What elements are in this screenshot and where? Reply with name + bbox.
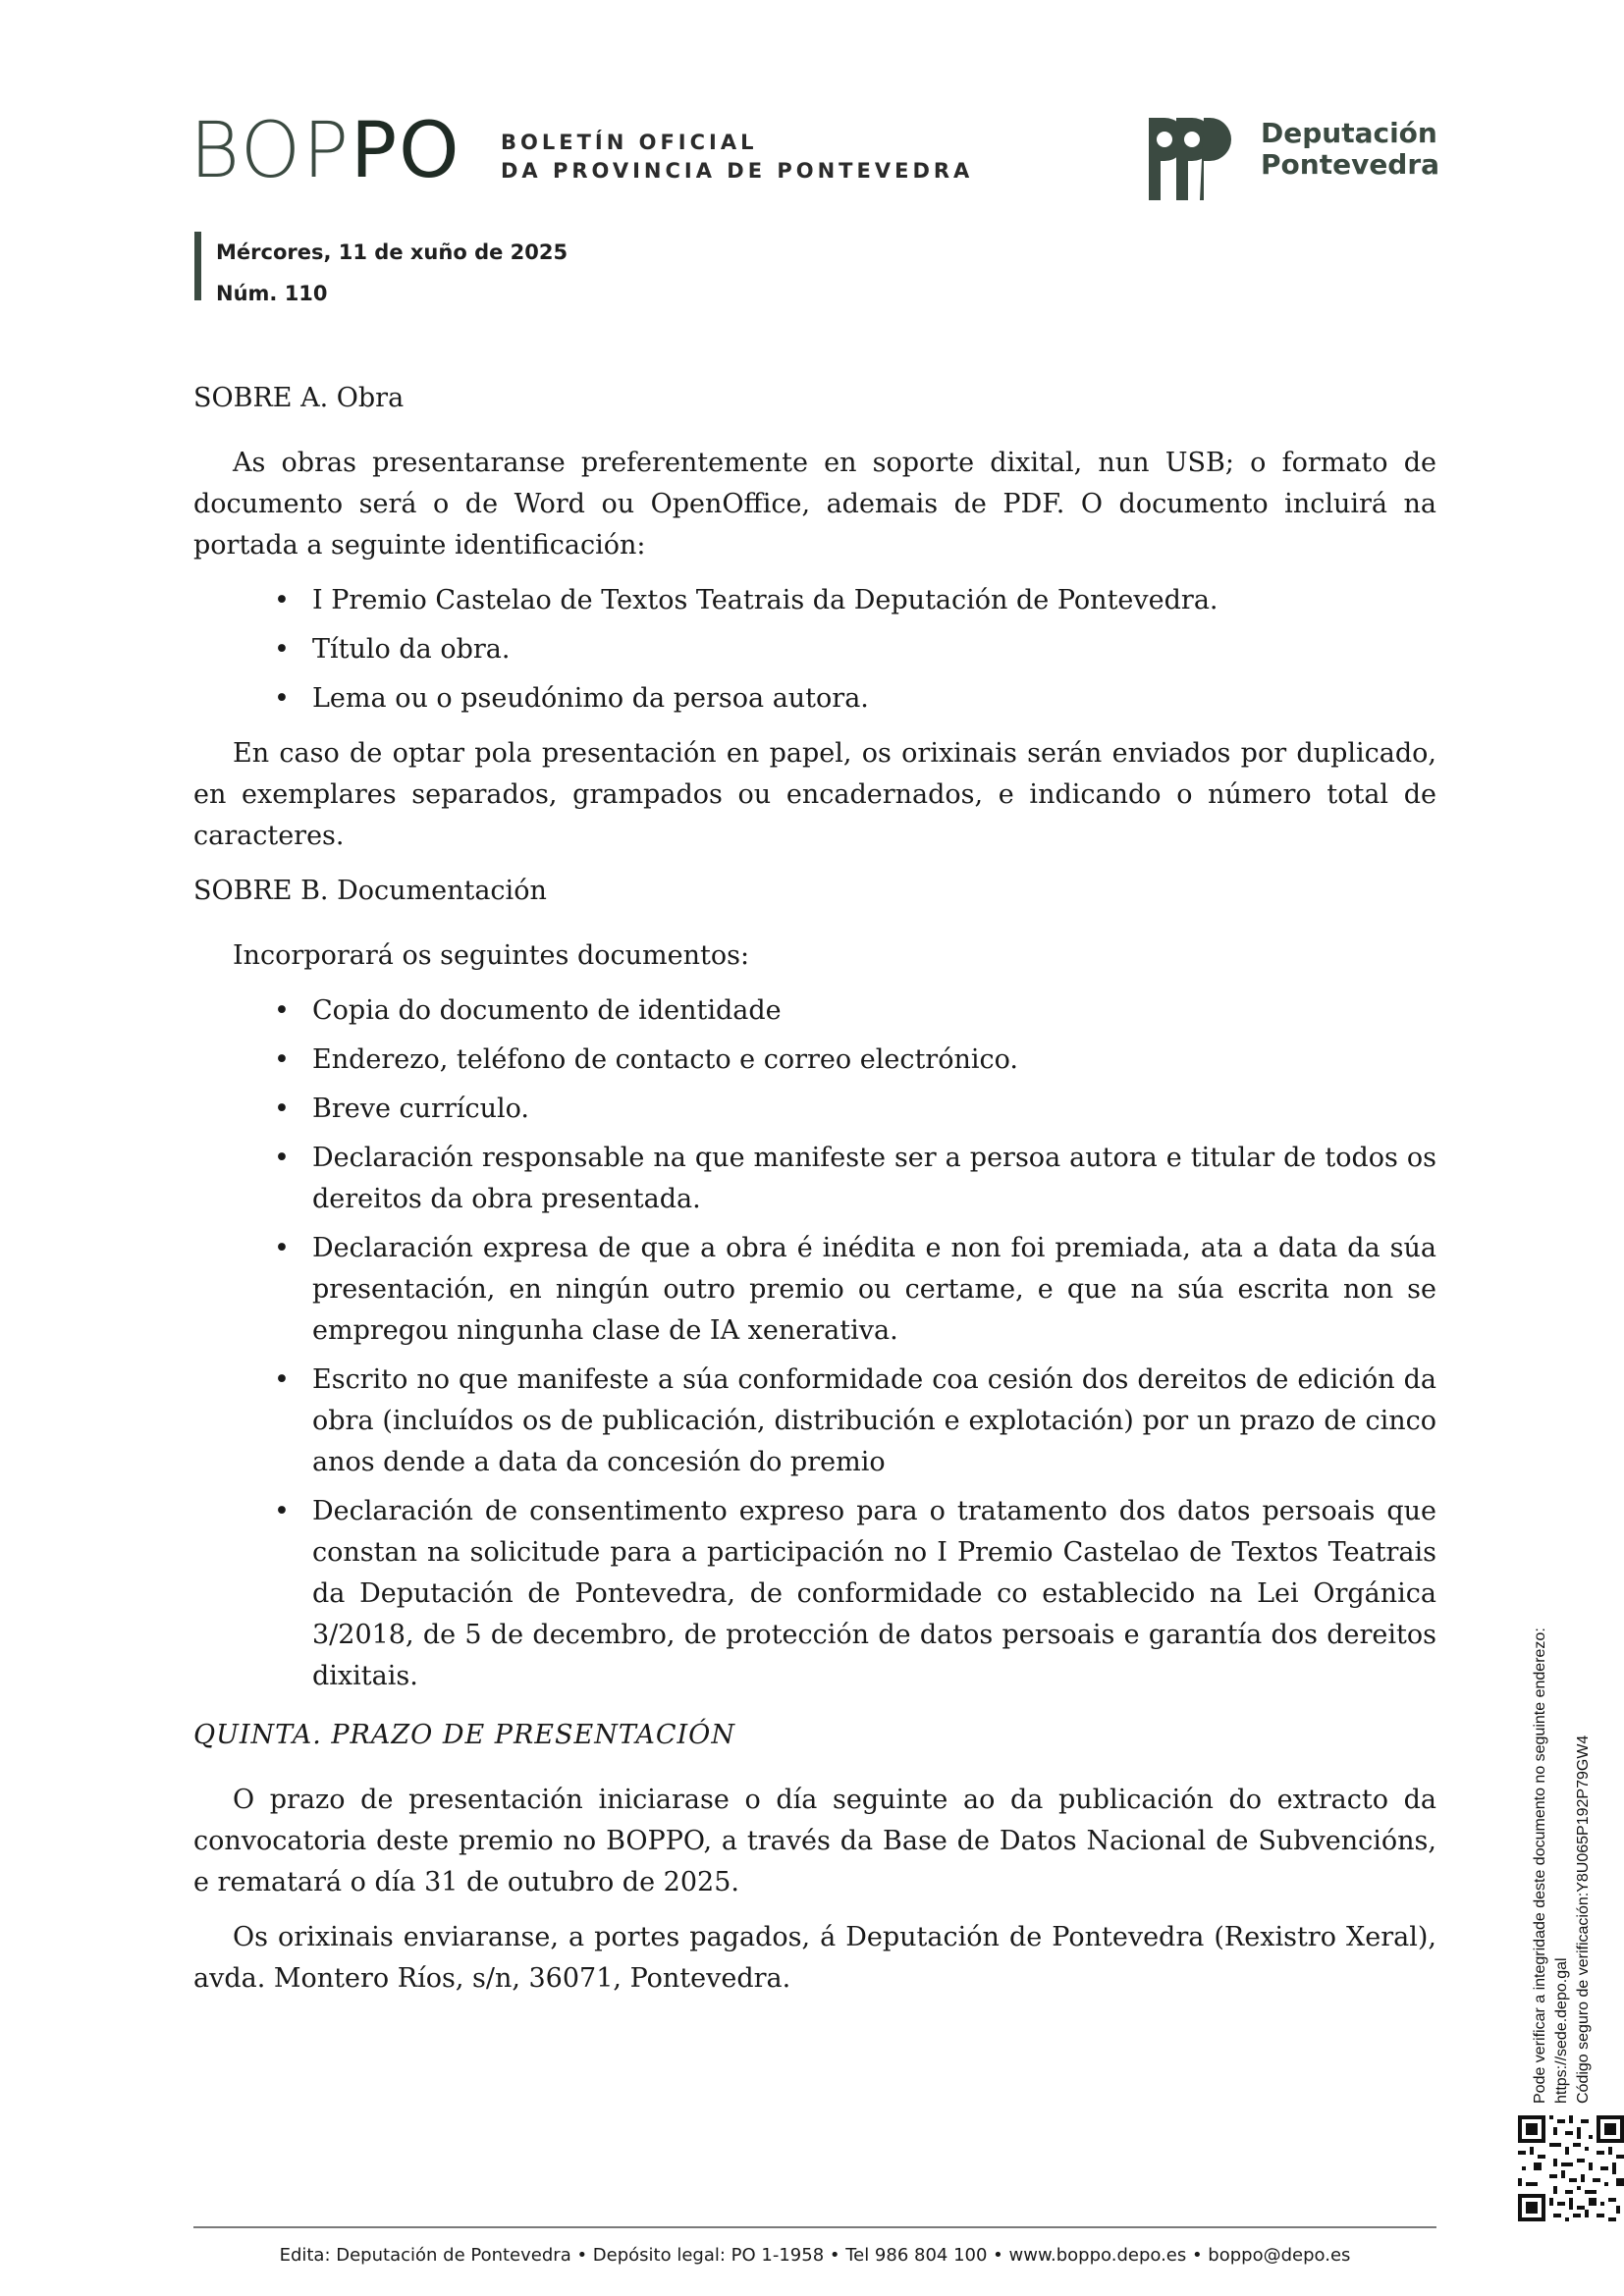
page-header	[0, 0, 1624, 324]
bullet-icon: •	[274, 585, 290, 615]
document-body	[193, 378, 1436, 2013]
bullet-icon: •	[274, 1496, 290, 1526]
quinta-paragraph-1: O prazo de presentación iniciarase o día seguinte ao da publicación do extracto da convocatoria deste premio no BOPPO, a través da Base de Datos Nacional de Subvencións, e rematará o día 31 de outubro de 2025.	[193, 1785, 1436, 1897]
verification-note	[1530, 1593, 1618, 2104]
sobre-a-paragraph: As obras presentaranse preferentemente en soporte dixital, nun USB; o formato de documento será o de Word ou OpenOffice, ademais de PDF. O documento incluirá na portada a seguinte identificación:	[193, 448, 1436, 561]
list-item	[193, 580, 1436, 621]
bullet-icon: •	[274, 1364, 290, 1395]
page-footer: Edita: Deputación de Pontevedra • Depósito legal: PO 1-1958 • Tel 986 804 100 • www.boppo.depo.es • boppo@depo.es	[279, 2245, 1351, 2266]
list-item-text: Declaración de consentimento expreso para o tratamento dos datos persoais que constan na solicitude para a participación no I Premio Castelao de Textos Teatrais da Deputación de Pontevedra, de conformidade co establecido na Lei Orgánica 3/2018, de 5 de decembro, de protección de datos persoais e garantía dos dereitos dixitais.	[312, 1496, 1436, 1691]
deputacion-name-line2: Pontevedra	[1261, 148, 1440, 181]
list-item	[193, 1360, 1436, 1483]
list-item-text: Escrito no que manifeste a súa conformidade coa cesión dos dereitos de edición da obra (incluídos os de publicación, distribución e explotación) por un prazo de cinco anos dende a data da concesión do premio	[312, 1364, 1436, 1477]
sobre-b-heading: SOBRE B. Documentación	[193, 876, 547, 906]
boppo-subtitle-line2: DA PROVINCIA DE PONTEVEDRA	[501, 159, 974, 183]
list-item-text: Declaración expresa de que a obra é inédita e non foi premiada, ata a data da súa presentación, en ningún outro premio ou certame, e que na súa escrita non se empregou ningunha clase de IA xenerativa.	[312, 1233, 1436, 1346]
list-item	[193, 1228, 1436, 1352]
issue-number: Núm. 110	[216, 282, 328, 305]
sobre-b-paragraph: Incorporará os seguintes documentos:	[233, 940, 750, 971]
verification-url[interactable]: https://sede.depo.gal	[1553, 1957, 1570, 2104]
list-item	[193, 678, 1436, 720]
issue-date: Mércores, 11 de xuño de 2025	[216, 240, 568, 264]
list-item	[193, 1040, 1436, 1081]
deputacion-logo-icon	[1147, 114, 1231, 204]
boppo-logo	[189, 107, 461, 195]
quinta-paragraph-2: Os orixinais enviaranse, a portes pagados, á Deputación de Pontevedra (Rexistro Xeral), avda. Montero Ríos, s/n, 36071, Pontevedra.	[193, 1922, 1436, 1994]
list-item-text: Copia do documento de identidade	[312, 995, 782, 1026]
list-item-text: Enderezo, teléfono de contacto e correo electrónico.	[312, 1044, 1018, 1075]
qr-code-icon	[1518, 2115, 1624, 2221]
list-item	[193, 990, 1436, 1032]
sobre-a-heading: SOBRE A. Obra	[193, 383, 405, 413]
list-item-text: Declaración responsable na que manifeste ser a persoa autora e titular de todos os dereitos da obra presentada.	[312, 1143, 1436, 1214]
bullet-icon: •	[274, 683, 290, 714]
boppo-subtitle	[501, 129, 973, 186]
issue-accent-bar	[194, 232, 201, 300]
bullet-icon: •	[274, 1233, 290, 1263]
bullet-icon: •	[274, 634, 290, 665]
list-item-text: Lema ou o pseudónimo da persoa autora.	[312, 683, 869, 714]
boppo-subtitle-line1: BOLETÍN OFICIAL	[501, 131, 758, 154]
verification-line1: Pode verificar a integridade deste documento no seguinte enderezo:	[1532, 1628, 1548, 2104]
bullet-icon: •	[274, 995, 290, 1026]
list-item-text: Breve currículo.	[312, 1094, 530, 1124]
bullet-icon: •	[274, 1044, 290, 1075]
footer-divider	[193, 2226, 1436, 2228]
quinta-heading: QUINTA. PRAZO DE PRESENTACIÓN	[193, 1720, 735, 1750]
list-item-text: I Premio Castelao de Textos Teatrais da Deputación de Pontevedra.	[312, 585, 1218, 615]
sobre-a-paragraph-2: En caso de optar pola presentación en papel, os orixinais serán enviados por duplicado, en exemplares separados, grampados ou encadernados, e indicando o número total de caracteres.	[193, 738, 1436, 851]
deputacion-name	[1261, 118, 1439, 181]
deputacion-name-line1: Deputación	[1261, 117, 1437, 149]
list-item-text: Título da obra.	[312, 634, 511, 665]
list-item	[193, 1138, 1436, 1220]
issue-info	[216, 232, 568, 314]
list-item	[193, 629, 1436, 670]
bullet-icon: •	[274, 1143, 290, 1173]
list-item	[193, 1491, 1436, 1697]
verification-code: Código seguro de verificación:Y8U065P192P79GW4	[1575, 1735, 1592, 2104]
sobre-a-list	[193, 580, 1436, 720]
boppo-logo-light: BOP	[189, 107, 352, 195]
bullet-icon: •	[274, 1094, 290, 1124]
boppo-logo-bold: PO	[351, 107, 461, 195]
list-item	[193, 1089, 1436, 1130]
sobre-b-list	[193, 990, 1436, 1697]
